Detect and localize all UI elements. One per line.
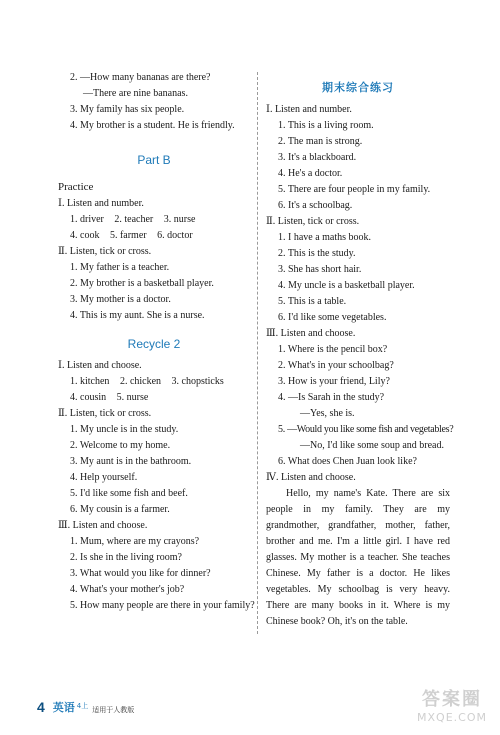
list-item: 3. My mother is a doctor. (70, 294, 171, 305)
word-item: 6. doctor (157, 230, 193, 241)
list-item: 5. There are four people in my family. (278, 184, 431, 195)
list-item: —No, I'd like some soup and bread. (300, 440, 444, 451)
part-b-heading: Part B (137, 153, 171, 167)
list-item: 3. It's a blackboard. (278, 152, 357, 163)
list-item: 2. What's in your schoolbag? (278, 360, 394, 371)
list-item: 2. This is the study. (278, 248, 356, 259)
list-item: 5. I'd like some fish and beef. (70, 488, 188, 499)
list-item: 3. What would you like for dinner? (70, 568, 211, 579)
word-item: 3. chopsticks (171, 376, 224, 387)
section-title: Ⅱ. Listen, tick or cross. (58, 408, 152, 419)
grade-label: 4上 (76, 702, 89, 710)
word-item: 5. nurse (116, 392, 149, 403)
list-item: 4. Help yourself. (70, 472, 138, 483)
list-item: 4. My uncle is a basketball player. (278, 280, 415, 291)
listening-passage: Hello, my name's Kate. There are six people in my family. They are my grandmother, grandfather, mother, father, brother and me. I'm a little girl. I have red glasses. My mother is a teacher. She teaches Chinese. My father is a doctor. He likes vegetables. My schoolbag is very heavy. There are many books in it. Where is my Chinese book? Oh, it's on the table. (266, 488, 450, 627)
word-item: 4. cousin (70, 392, 107, 403)
list-item: 6. What does Chen Juan look like? (278, 456, 417, 467)
list-item: 6. My cousin is a farmer. (70, 504, 170, 515)
word-item: 1. kitchen (70, 376, 110, 387)
list-item: 2. Is she in the living room? (70, 552, 182, 563)
edition-label: 适用于人教版 (92, 706, 135, 714)
word-item: 5. farmer (109, 230, 147, 241)
list-item: 6. It's a schoolbag. (278, 200, 353, 211)
word-item: 2. chicken (119, 376, 162, 387)
list-item: 1. Where is the pencil box? (278, 344, 388, 355)
list-item: 4. He's a doctor. (278, 168, 343, 179)
practice-label: Practice (58, 181, 94, 193)
section-title: Ⅱ. Listen, tick or cross. (266, 216, 360, 227)
word-row (58, 374, 250, 390)
list-item: 3. She has short hair. (278, 264, 362, 275)
word-item: 2. teacher (114, 214, 154, 225)
list-item: 1. My uncle is in the study. (70, 424, 179, 435)
watermark-text: 答案圈 (422, 689, 482, 710)
list-item: 2. Welcome to my home. (70, 440, 171, 451)
final-review-heading: 期末综合练习 (322, 82, 394, 94)
list-item: 4. This is my aunt. She is a nurse. (70, 310, 205, 321)
word-row (58, 212, 250, 228)
section-title: Ⅲ. Listen and choose. (266, 328, 356, 339)
word-item: 1. driver (70, 214, 104, 225)
word-row (58, 390, 250, 406)
list-item: 3. How is your friend, Lily? (278, 376, 390, 387)
section-title: Ⅰ. Listen and number. (266, 104, 352, 115)
list-item: 1. Mum, where are my crayons? (70, 536, 200, 547)
column-divider (257, 72, 258, 634)
list-item: 5. How many people are there in your family? (70, 600, 255, 611)
word-row (58, 228, 250, 244)
section-title: Ⅰ. Listen and choose. (58, 360, 142, 371)
page-footer (37, 701, 134, 715)
list-item: 3. My family has six people. (70, 104, 185, 115)
word-item: 4. cook (70, 230, 100, 241)
site-watermark (412, 691, 492, 729)
list-item: 1. I have a maths book. (278, 232, 372, 243)
list-item: 2. The man is strong. (278, 136, 363, 147)
section-title: Ⅳ. Listen and choose. (266, 472, 356, 483)
list-item: —There are nine bananas. (83, 88, 188, 99)
section-title: Ⅱ. Listen, tick or cross. (58, 246, 152, 257)
page-number: 4 (37, 699, 45, 715)
word-item: 3. nurse (163, 214, 196, 225)
watermark-url: MXQE.COM (417, 711, 487, 724)
section-title: Ⅲ. Listen and choose. (58, 520, 148, 531)
list-item: 5. This is a table. (278, 296, 347, 307)
list-item: —Yes, she is. (300, 408, 355, 419)
recycle-heading: Recycle 2 (127, 337, 181, 351)
list-item: 6. I'd like some vegetables. (278, 312, 387, 323)
list-item: 5. —Would you like some fish and vegetables? (278, 424, 454, 435)
list-item: 2. My brother is a basketball player. (70, 278, 214, 289)
list-item: 2. —How many bananas are there? (70, 72, 211, 83)
list-item: 3. My aunt is in the bathroom. (70, 456, 192, 467)
list-item: 1. My father is a teacher. (70, 262, 170, 273)
list-item: 4. What's your mother's job? (70, 584, 185, 595)
left-column (58, 70, 255, 614)
list-item: 1. This is a living room. (278, 120, 374, 131)
section-title: Ⅰ. Listen and number. (58, 198, 144, 209)
right-column (266, 70, 454, 630)
list-item: 4. —Is Sarah in the study? (278, 392, 385, 403)
subject-label: 英语 (52, 701, 75, 714)
list-item: 4. My brother is a student. He is friendly. (70, 120, 235, 131)
